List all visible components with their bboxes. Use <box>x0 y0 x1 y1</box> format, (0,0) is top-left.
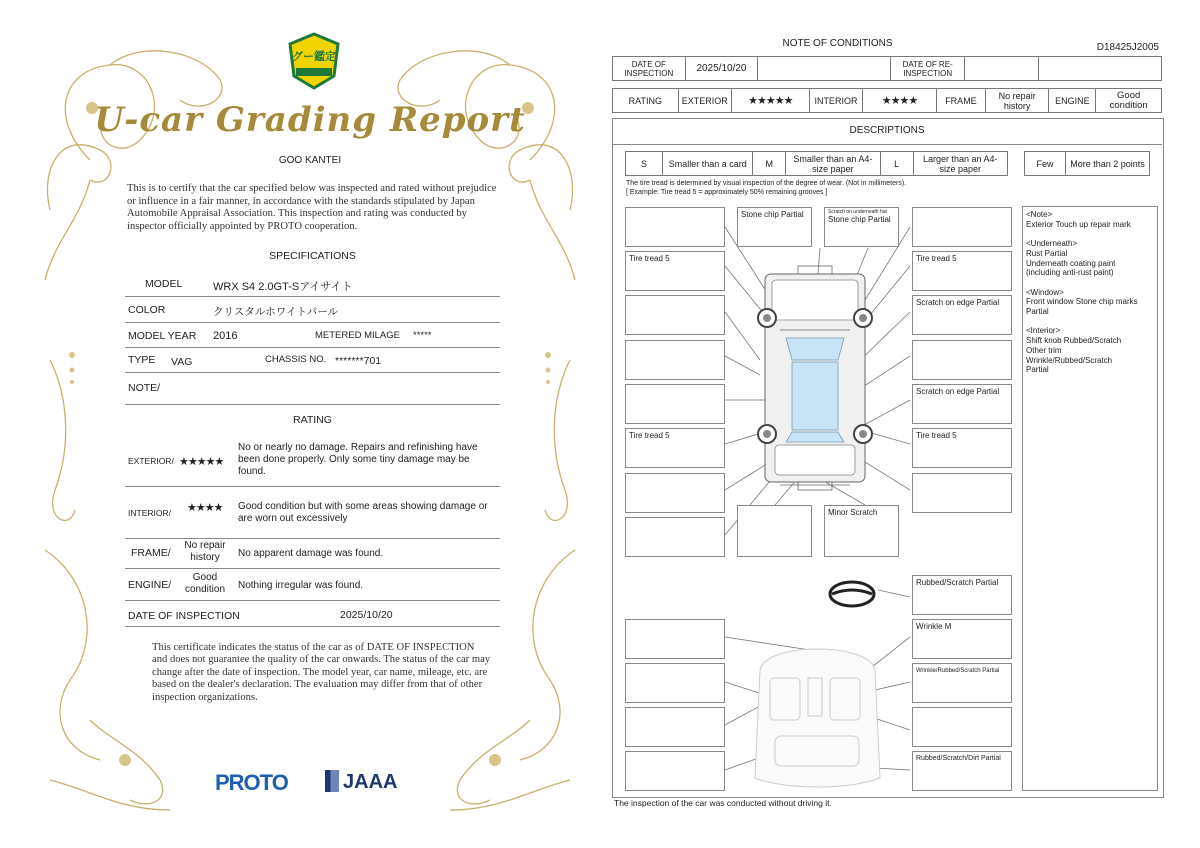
wrinkle-text: Wrinkle M <box>916 622 952 631</box>
chassis-label: CHASSIS NO. <box>265 354 327 365</box>
remarks-line: Exterior Touch up repair mark <box>1026 219 1131 229</box>
remarks-line: Partial <box>1026 307 1049 316</box>
frame-label: FRAME <box>936 89 985 113</box>
damage-box-l1 <box>625 207 725 247</box>
tire-rl-text: Tire tread 5 <box>629 431 670 440</box>
specifications-heading: SPECIFICATIONS <box>269 250 356 262</box>
damage-box-l8 <box>625 517 725 557</box>
rating-row-interior <box>125 486 500 539</box>
logo-text: グー鑑定 <box>292 51 336 63</box>
exterior-stars: ★★★★★ <box>179 456 224 468</box>
remarks-line: <Window> <box>1026 287 1064 297</box>
frame-value: No repair history <box>184 540 226 563</box>
damage-box-r7 <box>912 473 1012 513</box>
doi-value: 2025/10/20 <box>685 57 758 81</box>
damage-box-l5 <box>625 384 725 424</box>
doi-label: DATE OF INSPECTION <box>613 57 686 81</box>
jaaa-logo-text: JAAA <box>343 771 398 793</box>
model-year-label: MODEL YEAR <box>128 330 197 342</box>
damage-box-l9 <box>625 619 725 659</box>
legend-l-desc: Larger than an A4-size paper <box>913 152 1007 176</box>
spec-row-year <box>125 322 500 348</box>
rating-row-exterior <box>125 434 500 487</box>
tire-tread-example: [ Example: Tire tread 5 = approximately 50% remaining grooves ] <box>626 189 828 196</box>
remarks-line: Shift knob Rubbed/Scratch <box>1026 336 1122 346</box>
type-value: VAG <box>171 356 193 368</box>
scratch-edge-2-text: Scratch on edge Partial <box>916 387 1000 396</box>
note-title: NOTE OF CONDITIONS <box>782 38 893 49</box>
damage-box-wrinkle <box>912 619 1012 659</box>
mileage-value: ***** <box>413 330 432 341</box>
remarks-line: <Note> <box>1026 210 1053 219</box>
remarks-line: <Underneath> <box>1026 239 1078 249</box>
stone-chip-2-text: Stone chip Partial <box>828 215 891 224</box>
damage-box-r4 <box>912 340 1012 380</box>
damage-box-wrinkle-rubbed <box>912 663 1012 703</box>
proto-logo-text: PROTO <box>215 770 288 795</box>
exterior-label: EXTERIOR/ <box>128 456 174 466</box>
tire-tread-note: The tire tread is determined by visual inspection of the degree of wear. (Not in millimeters). <box>626 180 907 187</box>
damage-box-l11 <box>625 707 725 747</box>
exterior-label: EXTERIOR <box>678 89 731 113</box>
color-value: クリスタルホワイトパール <box>213 306 339 318</box>
tire-rr-text: Tire tread 5 <box>916 431 957 440</box>
tire-fl-text: Tire tread 5 <box>629 254 670 263</box>
damage-box-r11 <box>912 707 1012 747</box>
spec-row-type <box>125 347 500 373</box>
damage-box-l12 <box>625 751 725 791</box>
mileage-label: METERED MILAGE <box>315 330 400 341</box>
document-code: D18425J2005 <box>1096 42 1159 53</box>
report-subtitle: GOO KANTEI <box>278 155 342 166</box>
damage-box-l4 <box>625 340 725 380</box>
proto-logo <box>215 770 288 796</box>
rating-heading: RATING <box>293 414 332 426</box>
jaaa-logo <box>325 770 397 794</box>
damage-box-stone-chip-1 <box>737 207 812 247</box>
rating-row-engine <box>125 568 500 601</box>
damage-box-stone-chip-2 <box>824 207 899 247</box>
damage-box-scratch-edge-1 <box>912 295 1012 335</box>
frame-value: No repair history <box>985 89 1049 113</box>
interior-stars: ★★★★ <box>863 89 937 113</box>
model-value: WRX S4 2.0GT-Sアイサイト <box>213 281 353 293</box>
damage-box-l10 <box>625 663 725 703</box>
damage-box-steering <box>912 575 1012 615</box>
certificate-disclaimer: This certificate indicates the status of the car as of DATE OF INSPECTION and does not guarantee the quality of the car onwards. The status of the car may change after the date of inspection. The model year, car name, mileage, etc. are based on the dealer's declaration. The evaluation may differ from that of other inspection organizations. <box>152 642 491 703</box>
damage-box-minor-scratch <box>824 505 899 557</box>
chassis-value: *******701 <box>335 355 382 367</box>
wrinkle-rubbed-text: Wrinkle/Rubbed/Scratch Partial <box>916 668 1000 674</box>
note-label: NOTE/ <box>128 382 161 394</box>
damage-box-tire-rear-left <box>625 428 725 468</box>
date-of-inspection-row <box>125 600 500 627</box>
spec-row-note <box>125 372 500 405</box>
damage-box-l3 <box>625 295 725 335</box>
rating-row-frame <box>125 538 500 569</box>
minor-scratch-text: Minor Scratch <box>828 508 878 517</box>
engine-label: ENGINE/ <box>128 579 172 591</box>
jaaa-mark-icon <box>325 770 339 792</box>
engine-label: ENGINE <box>1049 89 1096 113</box>
legend-m: M <box>753 152 786 176</box>
grading-certificate <box>30 20 590 830</box>
legend-s-desc: Smaller than a card <box>663 152 753 176</box>
damage-box-tire-front-right <box>912 251 1012 291</box>
interior-label: INTERIOR <box>809 89 862 113</box>
damage-box-l7 <box>625 473 725 513</box>
interior-description: Good condition but with some areas showing damage or are worn out excessively <box>238 501 488 524</box>
exterior-stars: ★★★★★ <box>731 89 809 113</box>
legend-l: L <box>880 152 913 176</box>
tire-fr-text: Tire tread 5 <box>916 254 957 263</box>
remarks-line: Other trim <box>1026 345 1062 355</box>
interior-label: INTERIOR/ <box>128 508 171 518</box>
legend-s: S <box>626 152 663 176</box>
remarks-line: (including anti-rust paint) <box>1026 268 1114 278</box>
interior-stars: ★★★★ <box>187 502 223 514</box>
spec-row-color <box>125 296 500 323</box>
damage-box-tire-rear-right <box>912 428 1012 468</box>
note-of-conditions <box>610 30 1165 820</box>
frame-label: FRAME/ <box>131 547 171 559</box>
remarks-line <box>1026 317 1154 327</box>
stone-chip-2-small-text: Scratch on underneath hat <box>828 209 887 215</box>
remarks-line <box>1026 229 1154 239</box>
damage-box-r1 <box>912 207 1012 247</box>
rubbed-dirt-text: Rubbed/Scratch/Dirt Partial <box>916 755 1001 762</box>
frame-description: No apparent damage was found. <box>238 548 384 559</box>
doi-label: DATE OF INSPECTION <box>128 610 240 622</box>
descriptions-heading: DESCRIPTIONS <box>612 118 1162 145</box>
remarks-panel <box>1022 206 1158 791</box>
rating-label: RATING <box>613 89 679 113</box>
model-label: MODEL <box>145 278 183 290</box>
color-label: COLOR <box>128 304 166 316</box>
stone-chip-1-text: Stone chip Partial <box>741 210 804 219</box>
inspection-footnote: The inspection of the car was conducted without driving it. <box>614 798 832 808</box>
remarks-line: Partial <box>1026 365 1049 375</box>
doi-value: 2025/10/20 <box>340 609 393 621</box>
engine-value: Good condition <box>1096 89 1162 113</box>
damage-box-scratch-edge-2 <box>912 384 1012 424</box>
damage-box-m1 <box>737 505 812 557</box>
goo-kantei-logo <box>288 32 340 90</box>
legend-few: Few <box>1025 152 1066 176</box>
certification-statement: This is to certify that the car specified below was inspected and rated without prejudice or influence in a fair manner, in accordance with the standards stipulated by Japan Automobile Appraisal Association. This inspection and rating was conducted by inspector officially appointed by PROTO cooperation. <box>127 183 497 232</box>
steering-text: Rubbed/Scratch Partial <box>916 578 999 587</box>
remarks-line: Front window Stone chip marks <box>1026 297 1138 307</box>
legend-m-desc: Smaller than an A4-size paper <box>786 152 880 176</box>
exterior-description: No or nearly no damage. Repairs and refinishing have been done properly. Only some tiny damage may be found. <box>238 442 478 477</box>
scratch-edge-1-text: Scratch on edge Partial <box>916 298 1000 307</box>
reinspection-label: DATE OF RE-INSPECTION <box>890 57 965 81</box>
damage-box-rubbed-dirt <box>912 751 1012 791</box>
legend-few-desc: More than 2 points <box>1066 152 1150 176</box>
model-year-value: 2016 <box>213 330 238 342</box>
type-label: TYPE <box>128 354 156 366</box>
engine-description: Nothing irregular was found. <box>238 580 364 591</box>
remarks-line: Underneath coating paint <box>1026 258 1116 268</box>
engine-value: Good condition <box>184 572 226 595</box>
remarks-line: Rust Partial <box>1026 248 1068 258</box>
remarks-line: Wrinkle/Rubbed/Scratch <box>1026 355 1113 365</box>
remarks-line <box>1026 278 1154 288</box>
report-title: U-car Grading Report <box>94 100 526 140</box>
damage-box-tire-front-left <box>625 251 725 291</box>
spec-row-model <box>125 270 500 297</box>
remarks-line: <Interior> <box>1026 326 1061 336</box>
